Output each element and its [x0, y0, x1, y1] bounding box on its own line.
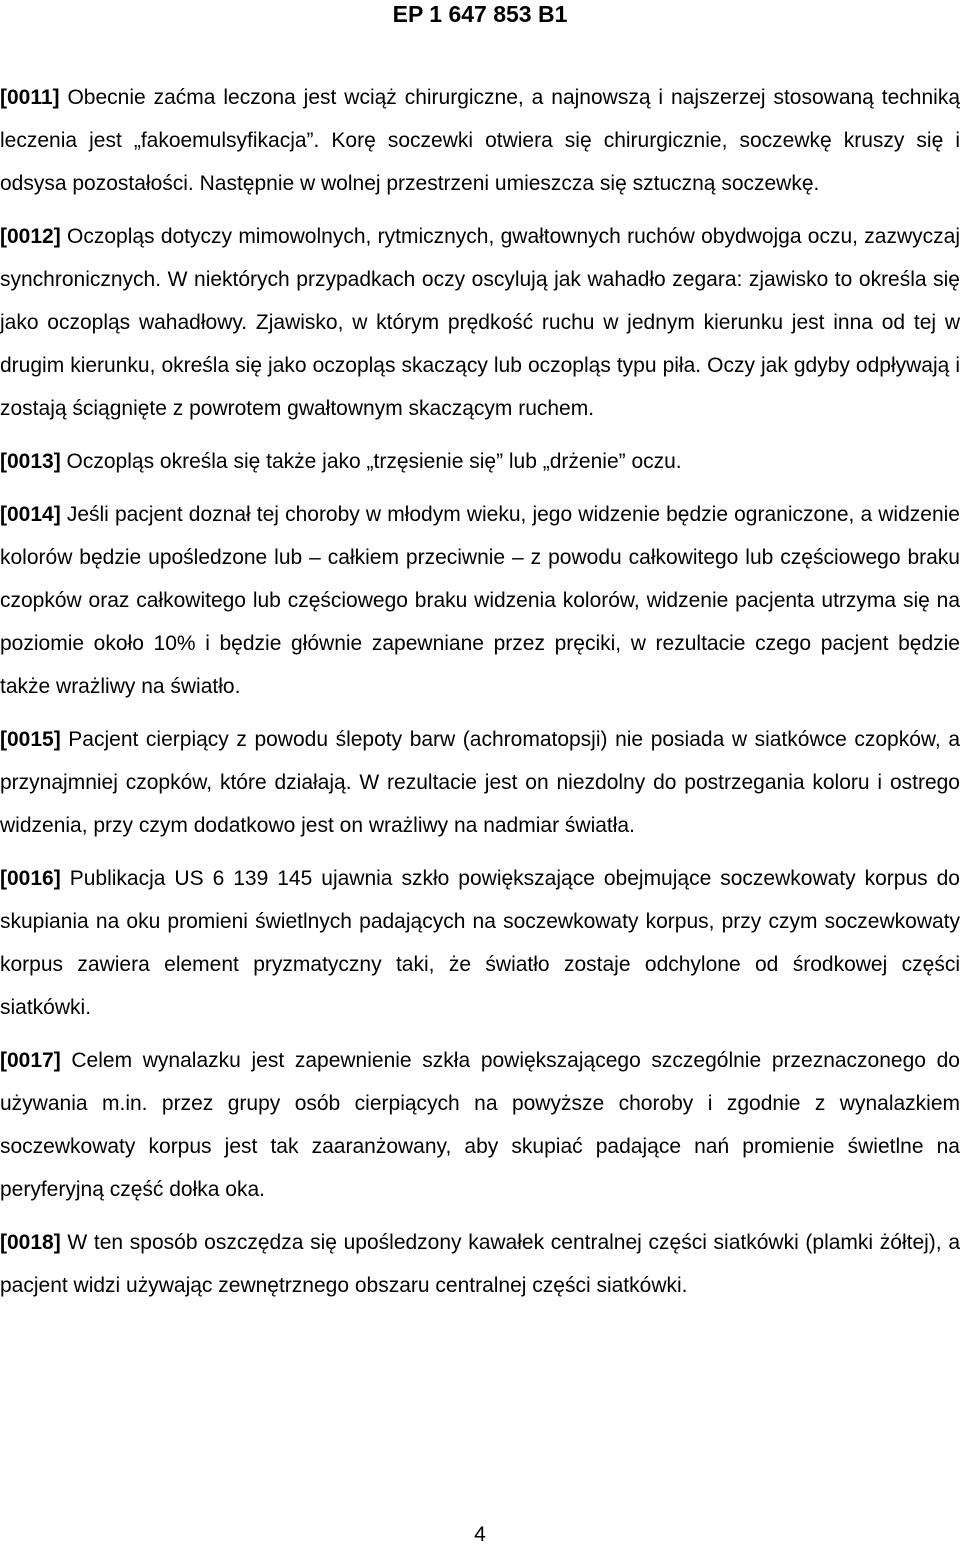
paragraph-0014 [0, 493, 960, 708]
paragraph-0013 [0, 440, 960, 483]
paragraph-id: [0014] [0, 503, 61, 526]
paragraph-0015 [0, 718, 960, 847]
paragraph-id: [0017] [0, 1049, 61, 1072]
paragraph-text: Oczopląs dotyczy mimowolnych, rytmicznych, gwałtownych ruchów obydwojga oczu, zazwyczaj synchronicznych. W niektórych przypadkach oczy oscylują jak wahadło zegara: zjawisko to określa się jako oczopląs wahadłowy. Zjawisko, w którym prędkość ruchu w jednym kierunku jest inna od tej w drugim kierunku, określa się jako oczopląs skaczący lub oczopląs typu piła. Oczy jak gdyby odpływają i zostają ściągnięte z powrotem gwałtownym skaczącym ruchem. [0, 225, 960, 420]
document-body [0, 76, 960, 1317]
paragraph-id: [0015] [0, 728, 61, 751]
paragraph-0016 [0, 857, 960, 1029]
paragraph-id: [0012] [0, 225, 61, 248]
paragraph-text: Celem wynalazku jest zapewnienie szkła powiększającego szczególnie przeznaczonego do używania m.in. przez grupy osób cierpiących na powyższe choroby i zgodnie z wynalazkiem soczewkowaty korpus jest tak zaaranżowany, aby skupiać padające nań promienie świetlne na peryferyjną część dołka oka. [0, 1049, 960, 1201]
paragraph-id: [0016] [0, 867, 61, 890]
paragraph-id: [0011] [0, 86, 60, 109]
paragraph-text: Oczopląs określa się także jako „trzęsienie się” lub „drżenie” oczu. [66, 450, 682, 473]
paragraph-id: [0018] [0, 1231, 61, 1254]
paragraph-text: Obecnie zaćma leczona jest wciąż chirurgiczne, a najnowszą i najszerzej stosowaną techniką leczenia jest „fakoemulsyfikacja”. Korę soczewki otwiera się chirurgicznie, soczewkę kruszy się i odsysa pozostałości. Następnie w wolnej przestrzeni umieszcza się sztuczną soczewkę. [0, 86, 960, 195]
patent-number-header: EP 1 647 853 B1 [392, 1, 568, 27]
paragraph-0017 [0, 1039, 960, 1211]
paragraph-0018 [0, 1221, 960, 1307]
paragraph-text: W ten sposób oszczędza się upośledzony kawałek centralnej części siatkówki (plamki żółtej), a pacjent widzi używając zewnętrznego obszaru centralnej części siatkówki. [0, 1231, 960, 1297]
paragraph-id: [0013] [0, 450, 61, 473]
paragraph-0012 [0, 215, 960, 430]
paragraph-text: Pacjent cierpiący z powodu ślepoty barw (achromatopsji) nie posiada w siatkówce czopków, a przynajmniej czopków, które działają. W rezultacie jest on niezdolny do postrzegania koloru i ostrego widzenia, przy czym dodatkowo jest on wrażliwy na nadmiar światła. [0, 728, 960, 837]
page-number: 4 [474, 1523, 486, 1546]
paragraph-0011 [0, 76, 960, 205]
paragraph-text: Jeśli pacjent doznał tej choroby w młodym wieku, jego widzenie będzie ograniczone, a widzenie kolorów będzie upośledzone lub – całkiem przeciwnie – z powodu całkowitego lub częściowego braku czopków oraz całkowitego lub częściowego braku widzenia kolorów, widzenie pacjenta utrzyma się na poziomie około 10% i będzie głównie zapewniane przez pręciki, w rezultacie czego pacjent będzie także wrażliwy na światło. [0, 503, 960, 698]
paragraph-text: Publikacja US 6 139 145 ujawnia szkło powiększające obejmujące soczewkowaty korpus do skupiania na oku promieni świetlnych padających na soczewkowaty korpus, przy czym soczewkowaty korpus zawiera element pryzmatyczny taki, że światło zostaje odchylone od środkowej części siatkówki. [0, 867, 960, 1019]
